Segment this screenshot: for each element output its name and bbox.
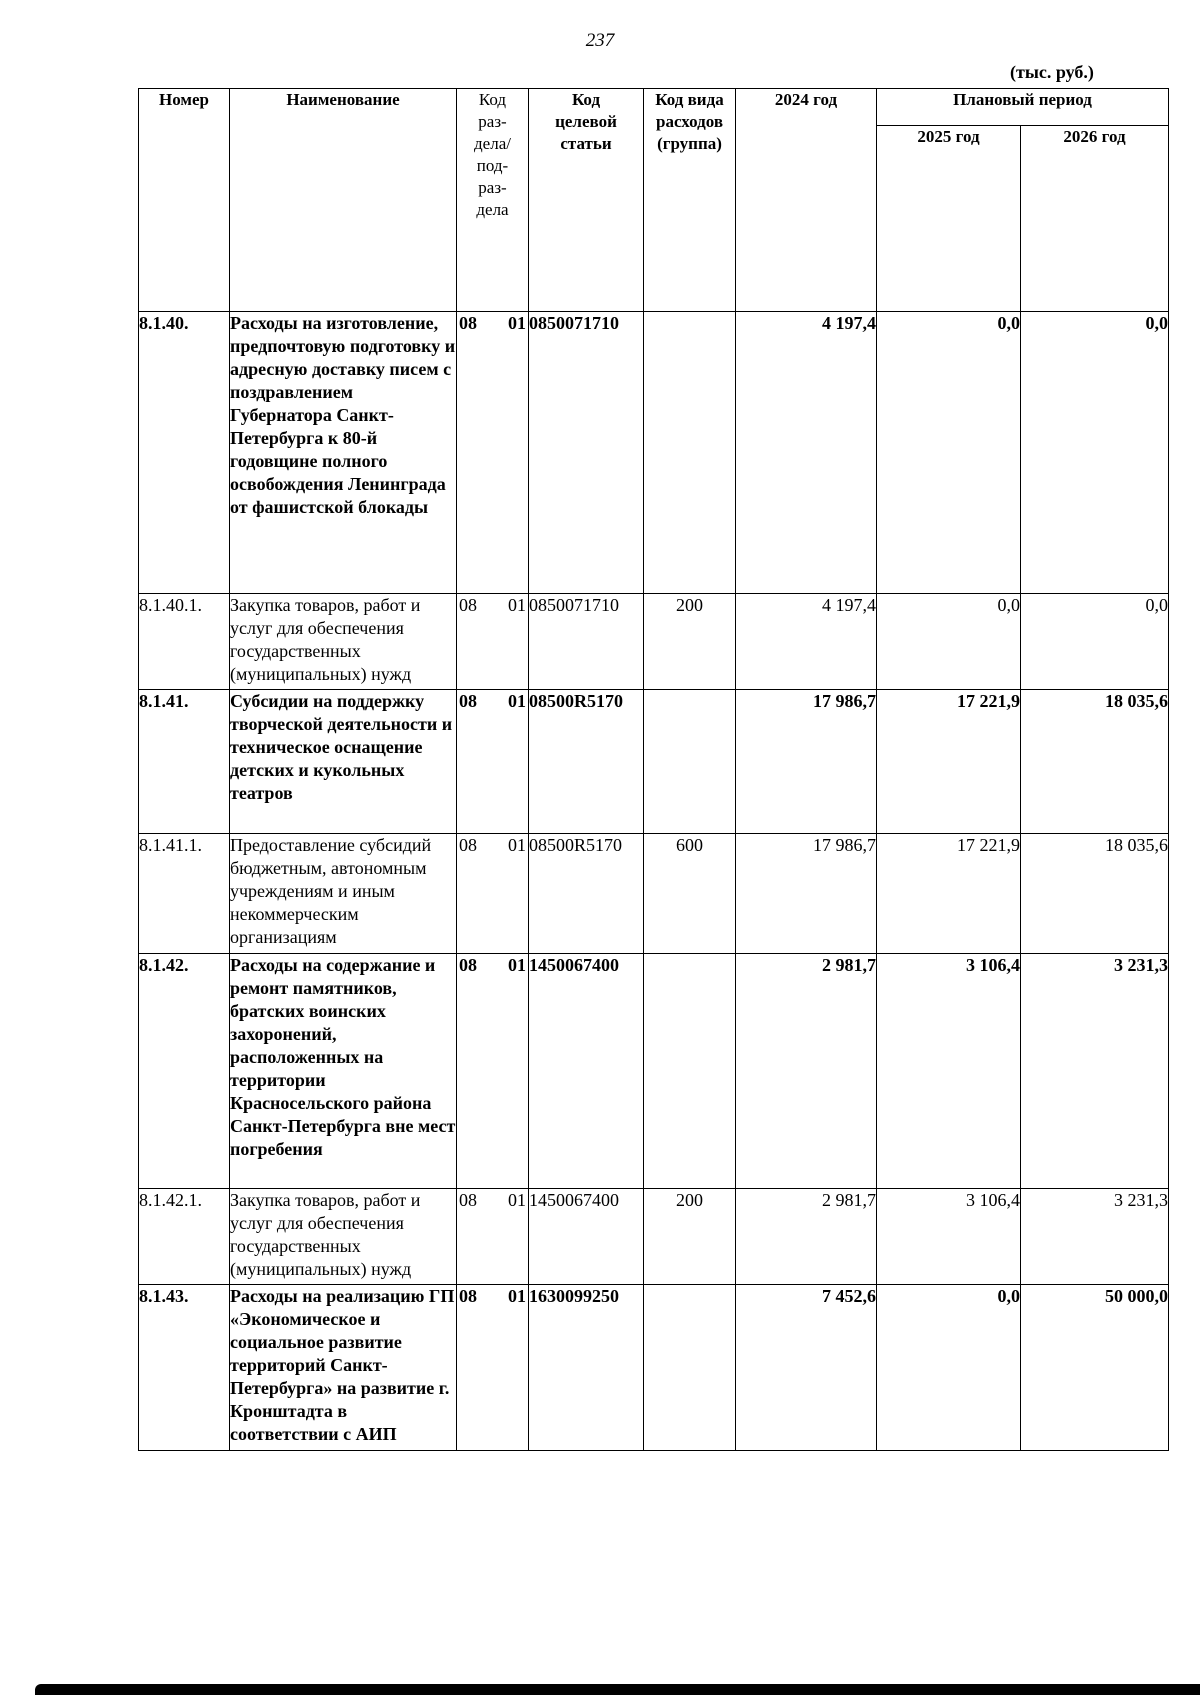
row-2025: 0,0 (877, 312, 1021, 594)
row-2024: 2 981,7 (736, 954, 877, 1189)
header-2026: 2026 год (1021, 126, 1169, 312)
podrazdel-code: 01 (508, 595, 526, 615)
row-2026: 18 035,6 (1021, 690, 1169, 834)
row-number: 8.1.41.1. (139, 834, 230, 954)
row-2024: 4 197,4 (736, 594, 877, 690)
podrazdel-code: 01 (508, 1190, 526, 1210)
header-vid-text: Код вида расходов (группа) (655, 90, 724, 153)
table-row (139, 834, 1169, 954)
table-row (139, 594, 1169, 690)
row-vid (644, 954, 736, 1189)
row-vid: 600 (644, 834, 736, 954)
row-2025: 17 221,9 (877, 834, 1021, 954)
row-vid: 200 (644, 594, 736, 690)
header-2024: 2024 год (736, 89, 877, 312)
podrazdel-code: 01 (508, 1286, 526, 1306)
table-body (139, 312, 1169, 1451)
row-razdel (457, 834, 529, 954)
row-2026: 0,0 (1021, 594, 1169, 690)
row-name: Расходы на содержание и ремонт памятников, братских воинских захоронений, расположенных на территории Красносельского района Санкт-Петербурга вне мест погребения (230, 954, 457, 1189)
row-2026: 50 000,0 (1021, 1285, 1169, 1451)
row-celev: 08500R5170 (529, 834, 644, 954)
header-celev (529, 89, 644, 312)
table-row (139, 312, 1169, 594)
razdel-code: 08 (459, 835, 477, 855)
header-2025: 2025 год (877, 126, 1021, 312)
row-razdel (457, 312, 529, 594)
header-planned-period: Плановый период (877, 89, 1169, 126)
row-vid (644, 690, 736, 834)
row-2024: 2 981,7 (736, 1189, 877, 1285)
row-razdel (457, 954, 529, 1189)
row-vid: 200 (644, 1189, 736, 1285)
row-number: 8.1.43. (139, 1285, 230, 1451)
row-2025: 17 221,9 (877, 690, 1021, 834)
row-2025: 0,0 (877, 1285, 1021, 1451)
budget-table (138, 88, 1169, 1451)
podrazdel-code: 01 (508, 955, 526, 975)
row-celev: 1450067400 (529, 954, 644, 1189)
razdel-code: 08 (459, 313, 477, 333)
header-name: Наименование (230, 89, 457, 312)
table-row (139, 690, 1169, 834)
row-celev: 0850071710 (529, 594, 644, 690)
header-razdel (457, 89, 529, 312)
row-number: 8.1.42.1. (139, 1189, 230, 1285)
page-number: 237 (585, 30, 615, 51)
row-razdel (457, 594, 529, 690)
row-vid (644, 312, 736, 594)
podrazdel-code: 01 (508, 691, 526, 711)
header-razdel-text: Код раз- дела/ под- раз- дела (474, 90, 511, 219)
units-label: (тыс. руб.) (1010, 62, 1094, 82)
row-celev: 08500R5170 (529, 690, 644, 834)
row-name: Расходы на изготовление, предпочтовую подготовку и адресную доставку писем с поздравлением Губернатора Санкт-Петербурга к 80-й годовщине полного освобождения Ленинграда от фашистской блокады (230, 312, 457, 594)
razdel-code: 08 (459, 1286, 477, 1306)
row-2025: 0,0 (877, 594, 1021, 690)
row-2025: 3 106,4 (877, 1189, 1021, 1285)
row-name: Предоставление субсидий бюджетным, автономным учреждениям и иным некоммерческим организациям (230, 834, 457, 954)
row-2026: 3 231,3 (1021, 1189, 1169, 1285)
row-name: Расходы на реализацию ГП «Экономическое и социальное развитие территорий Санкт-Петербурга» на развитие г. Кронштадта в соответствии с АИП (230, 1285, 457, 1451)
row-celev: 0850071710 (529, 312, 644, 594)
table-row (139, 1285, 1169, 1451)
podrazdel-code: 01 (508, 835, 526, 855)
row-2024: 7 452,6 (736, 1285, 877, 1451)
row-vid (644, 1285, 736, 1451)
razdel-code: 08 (459, 955, 477, 975)
row-razdel (457, 690, 529, 834)
row-number: 8.1.40. (139, 312, 230, 594)
row-2026: 0,0 (1021, 312, 1169, 594)
header-celev-text: Код целевой статьи (555, 90, 617, 153)
row-2026: 18 035,6 (1021, 834, 1169, 954)
podrazdel-code: 01 (508, 313, 526, 333)
razdel-code: 08 (459, 1190, 477, 1210)
row-2024: 4 197,4 (736, 312, 877, 594)
row-2026: 3 231,3 (1021, 954, 1169, 1189)
row-celev: 1630099250 (529, 1285, 644, 1451)
row-razdel (457, 1189, 529, 1285)
table-row (139, 1189, 1169, 1285)
row-number: 8.1.40.1. (139, 594, 230, 690)
header-vid (644, 89, 736, 312)
row-razdel (457, 1285, 529, 1451)
row-number: 8.1.42. (139, 954, 230, 1189)
row-number: 8.1.41. (139, 690, 230, 834)
table-header (139, 89, 1169, 312)
header-number: Номер (139, 89, 230, 312)
row-name: Закупка товаров, работ и услуг для обеспечения государственных (муниципальных) нужд (230, 594, 457, 690)
table-row (139, 954, 1169, 1189)
razdel-code: 08 (459, 691, 477, 711)
row-2024: 17 986,7 (736, 834, 877, 954)
razdel-code: 08 (459, 595, 477, 615)
scan-edge-bar (35, 1684, 1200, 1695)
row-celev: 1450067400 (529, 1189, 644, 1285)
row-name: Субсидии на поддержку творческой деятельности и техническое оснащение детских и кукольных театров (230, 690, 457, 834)
row-2025: 3 106,4 (877, 954, 1021, 1189)
row-name: Закупка товаров, работ и услуг для обеспечения государственных (муниципальных) нужд (230, 1189, 457, 1285)
row-2024: 17 986,7 (736, 690, 877, 834)
